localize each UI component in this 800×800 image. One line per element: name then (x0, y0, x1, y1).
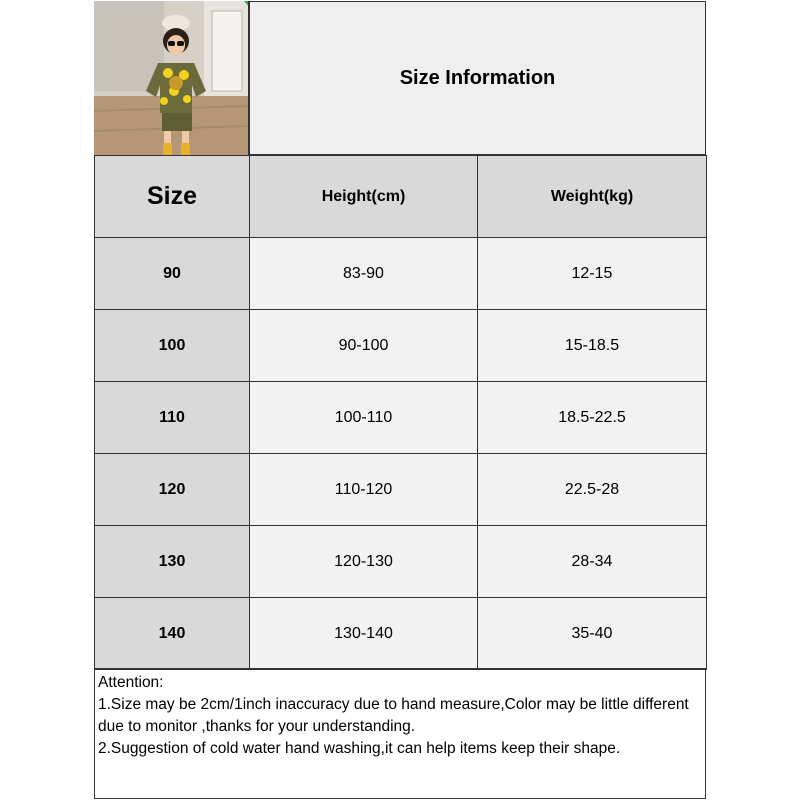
table-row (95, 382, 707, 454)
height-value: 100-110 (250, 382, 478, 454)
size-value: 140 (95, 598, 250, 670)
weight-value: 28-34 (478, 526, 707, 598)
note-line-1: 1.Size may be 2cm/1inch inaccuracy due to hand measure,Color may be little different due to monitor ,thanks for your understanding. (98, 696, 689, 735)
table-row (95, 310, 707, 382)
size-value: 90 (95, 238, 250, 310)
notes-heading: Attention: (98, 674, 164, 691)
title-cell (249, 1, 706, 155)
size-value: 110 (95, 382, 250, 454)
page-title: Size Information (399, 66, 556, 89)
size-value: 130 (95, 526, 250, 598)
size-value: 120 (95, 454, 250, 526)
column-header-weight: Weight(kg) (478, 156, 707, 238)
height-value: 110-120 (250, 454, 478, 526)
size-table (94, 155, 707, 670)
weight-value: 22.5-28 (478, 454, 707, 526)
note-line-2: 2.Suggestion of cold water hand washing,it can help items keep their shape. (98, 740, 621, 757)
weight-value: 15-18.5 (478, 310, 707, 382)
attention-notes (94, 668, 706, 799)
table-row (95, 598, 707, 670)
height-value: 130-140 (250, 598, 478, 670)
height-value: 83-90 (250, 238, 478, 310)
table-row (95, 454, 707, 526)
column-header-height: Height(cm) (250, 156, 478, 238)
table-row (95, 526, 707, 598)
height-value: 90-100 (250, 310, 478, 382)
product-photo (94, 1, 249, 155)
weight-value: 18.5-22.5 (478, 382, 707, 454)
weight-value: 12-15 (478, 238, 707, 310)
table-header-row (95, 156, 707, 238)
height-value: 120-130 (250, 526, 478, 598)
size-value: 100 (95, 310, 250, 382)
weight-value: 35-40 (478, 598, 707, 670)
table-row (95, 238, 707, 310)
column-header-size: Size (95, 156, 250, 238)
